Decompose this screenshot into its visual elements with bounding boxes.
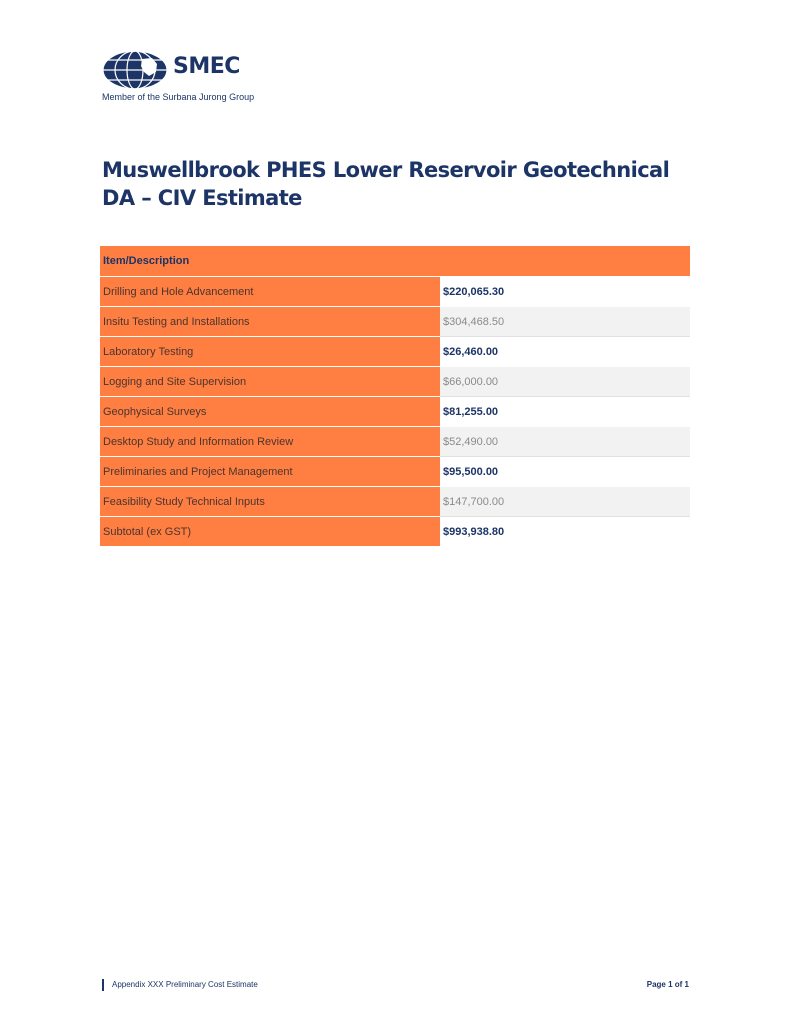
table-row	[100, 277, 690, 307]
table-row	[100, 307, 690, 337]
row-description: Laboratory Testing	[100, 337, 440, 367]
row-description: Geophysical Surveys	[100, 397, 440, 427]
row-description: Preliminaries and Project Management	[100, 457, 440, 487]
table-row-subtotal	[100, 517, 690, 547]
table-row	[100, 367, 690, 397]
footer-page-number: Page 1 of 1	[646, 980, 689, 989]
row-amount: $147,700.00	[440, 487, 690, 517]
row-amount: $304,468.50	[440, 307, 690, 337]
row-amount: $220,065.30	[440, 277, 690, 307]
row-description: Drilling and Hole Advancement	[100, 277, 440, 307]
footer-document-label: Appendix XXX Preliminary Cost Estimate	[102, 979, 258, 991]
table-row	[100, 487, 690, 517]
cost-estimate-table	[100, 246, 690, 547]
row-amount: $66,000.00	[440, 367, 690, 397]
row-description: Feasibility Study Technical Inputs	[100, 487, 440, 517]
globe-icon	[102, 50, 168, 90]
row-description: Logging and Site Supervision	[100, 367, 440, 397]
logo-wordmark: SMEC	[173, 54, 240, 79]
table-row	[100, 457, 690, 487]
row-amount: $26,460.00	[440, 337, 690, 367]
row-description: Insitu Testing and Installations	[100, 307, 440, 337]
row-amount: $993,938.80	[440, 517, 690, 547]
row-amount: $52,490.00	[440, 427, 690, 457]
row-amount: $81,255.00	[440, 397, 690, 427]
table-row	[100, 397, 690, 427]
logo-tagline: Member of the Surbana Jurong Group	[102, 92, 255, 102]
smec-logo	[102, 50, 262, 106]
table-header-item-description: Item/Description	[100, 246, 690, 277]
table-row	[100, 427, 690, 457]
row-description: Desktop Study and Information Review	[100, 427, 440, 457]
row-description: Subtotal (ex GST)	[100, 517, 440, 547]
table-row	[100, 337, 690, 367]
document-title: Muswellbrook PHES Lower Reservoir Geotechnical DA – CIV Estimate	[102, 158, 670, 210]
table-header-row	[100, 246, 690, 277]
row-amount: $95,500.00	[440, 457, 690, 487]
